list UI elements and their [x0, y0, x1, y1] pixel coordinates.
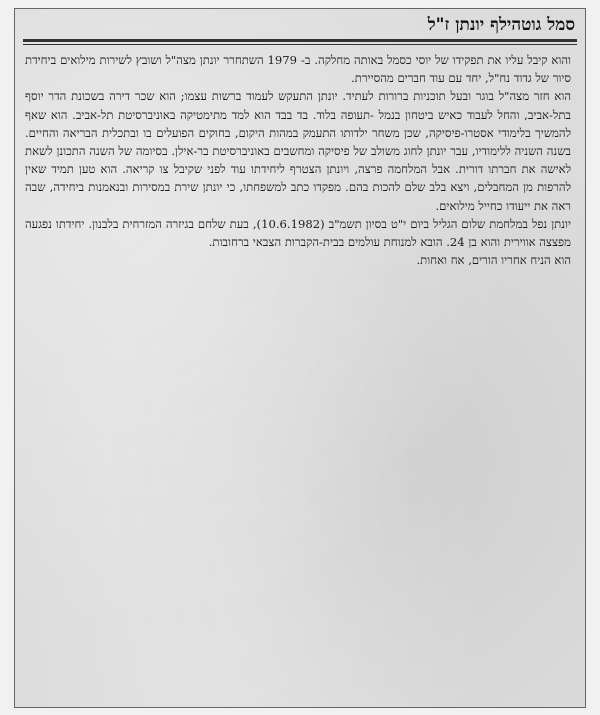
- page-title: סמל גוטהילף יונתן ז"ל: [427, 15, 575, 35]
- title-rule-thick: [23, 39, 577, 42]
- title-rule-thin: [23, 44, 577, 45]
- memorial-page: [14, 8, 586, 708]
- paragraph: הוא הניח אחריו הורים, אח ואחות.: [416, 253, 571, 268]
- paragraph: הוא חזר מצה"ל בוגר ובעל תוכניות ברורות לעתיד. יונתן התעקש לעמוד ברשות עצמו; הוא שכר דירה בשכונת הדר יוסף בתל-אביב, והחל לעבוד כאיש ביטחון בנמל -תעופה בלוד. בד בבד הוא למד מתימטיקה באוניברסיטת תל-אביב. הוא שאף להמשיך בלימודי אסטרו-פיסיקה, שכן משחר ילדותו התעמק במהות היקום, בחוקים הפועלים בו ובתכלית הבריאה והחיים. בשנה השניה ללימודיו, עבר יונתן לחוג משולב של פיסיקה ומחשבים באוניברסיטת בר-אילן. בסיומה של השנה התכונן לשאת לאישה את חברתו דורית. אבל המלחמה פרצה, ויונתן הצטרף ליחידתו עוד לפני שקיבל צו קריאה. הוא טען תמיד שאין להרפות מן המחבלים, ויצא בלב שלם להכות בהם. מפקדו כתב למשפחתו, כי יונתן שירת במסירות ובנאמנות ביחידה, שבה ראה את ייעודו כחייל מילואים.: [25, 89, 571, 213]
- paragraph: והוא קיבל עליו את תפקידו של יוסי כסמל באותה מחלקה. ב- 1979 השתחרר יונתן מצה"ל ושובץ לשירות מילואים ביחידת סיור של גדוד נח"ל, יחד עם עוד חברים מהסיירת.: [25, 53, 571, 86]
- body-text: [25, 51, 571, 269]
- paragraph: יונתן נפל במלחמת שלום הגליל ביום י"ט בסיון תשמ"ב (10.6.1982), בעת שלחם בגיזרה המזרחית בלבנון. יחידתו נפגעה מפצצה אווירית והוא בן 24. הובא למנוחת עולמים בבית-הקברות הצבאי ברחובות.: [25, 216, 571, 250]
